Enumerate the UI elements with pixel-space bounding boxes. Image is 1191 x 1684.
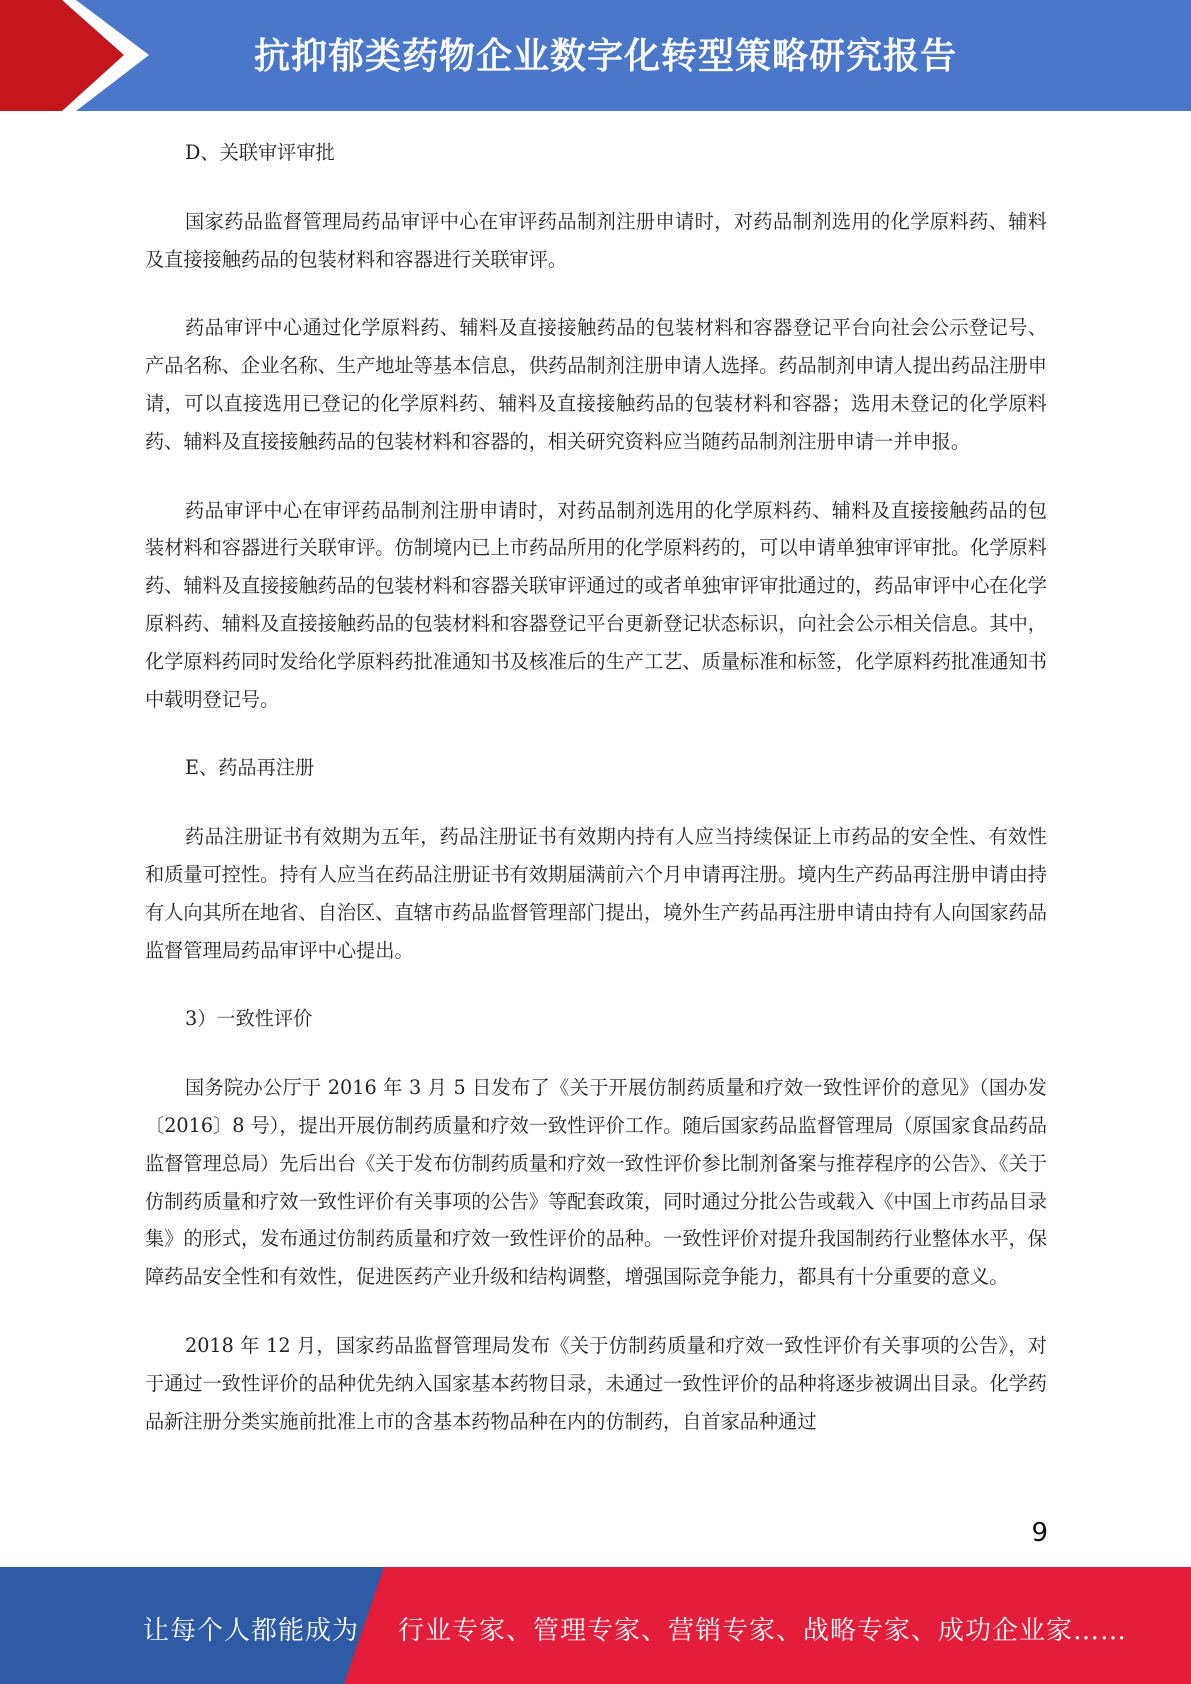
page-number: 9 xyxy=(1031,1518,1048,1548)
paragraph: 国家药品监督管理局药品审评中心在审评药品制剂注册申请时，对药品制剂选用的化学原料药、辅料及直接接触药品的包装材料和容器进行关联审评。 xyxy=(145,209,1047,271)
page-header xyxy=(0,0,1191,111)
paragraph: 药品审评中心在审评药品制剂注册申请时，对药品制剂选用的化学原料药、辅料及直接接触药品的包装材料和容器进行关联审评。仿制境内已上市药品所用的化学原料药的，可以申请单独审评审批。化学原料药、辅料及直接接触药品的包装材料和容器关联审评通过的或者单独审评审批通过的，药品审评中心在化学原料药、辅料及直接接触药品的包装材料和容器登记平台更新登记状态标识，向社会公示相关信息。其中，化学原料药同时发给化学原料药批准通知书及核准后的生产工艺、质量标准和标签，化学原料药批准通知书中载明登记号。 xyxy=(145,498,1047,711)
section-heading-d: D、关联审评审批 xyxy=(185,141,335,164)
paragraph: 国务院办公厅于 2016 年 3 月 5 日发布了《关于开展仿制药质量和疗效一致性评价的意见》（国办发〔2016〕8 号），提出开展仿制药质量和疗效一致性评价工作。随后国家药品监督管理局（原国家食品药品监督管理总局）先后出台《关于发布仿制药质量和疗效一致性评价参比制剂备案与推荐程序的公告》、《关于仿制药质量和疗效一致性评价有关事项的公告》等配套政策，同时通过分批公告或载入《中国上市药品目录集》的形式，发布通过仿制药质量和疗效一致性评价的品种。一致性评价对提升我国制药行业整体水平，保障药品安全性和有效性，促进医药产业升级和结构调整，增强国际竞争能力，都具有十分重要的意义。 xyxy=(145,1076,1047,1289)
section-heading-3: 3）一致性评价 xyxy=(185,1007,313,1031)
footer-slogan-left: 让每个人都能成为 xyxy=(143,1616,360,1646)
paragraph: 药品注册证书有效期为五年，药品注册证书有效期内持有人应当持续保证上市药品的安全性、有效性和质量可控性。持有人应当在药品注册证书有效期届满前六个月申请再注册。境内生产药品再注册申请由持有人向其所在地省、自治区、直辖市药品监督管理部门提出，境外生产药品再注册申请由持有人向国家药品监督管理局药品审评中心提出。 xyxy=(145,825,1047,962)
report-title: 抗抑郁类药物企业数字化转型策略研究报告 xyxy=(253,36,957,77)
paragraph: 药品审评中心通过化学原料药、辅料及直接接触药品的包装材料和容器登记平台向社会公示登记号、产品名称、企业名称、生产地址等基本信息，供药品制剂注册申请人选择。药品制剂申请人提出药品注册申请，可以直接选用已登记的化学原料药、辅料及直接接触药品的包装材料和容器；选用未登记的化学原料药、辅料及直接接触药品的包装材料和容器的，相关研究资料应当随药品制剂注册申请一并申报。 xyxy=(145,316,1047,453)
body-content xyxy=(145,134,1047,1471)
paragraph: 2018 年 12 月，国家药品监督管理局发布《关于仿制药质量和疗效一致性评价有关事项的公告》，对于通过一致性评价的品种优先纳入国家基本药物目录，未通过一致性评价的品种将逐步被调出目录。化学药品新注册分类实施前批准上市的含基本药物品种在内的仿制药，自首家品种通过 xyxy=(145,1333,1047,1433)
footer-slogan-right: 行业专家、管理专家、营销专家、战略专家、成功企业家…… xyxy=(398,1616,1128,1646)
section-heading-e: E、药品再注册 xyxy=(185,756,315,780)
page-footer xyxy=(0,1567,1191,1684)
